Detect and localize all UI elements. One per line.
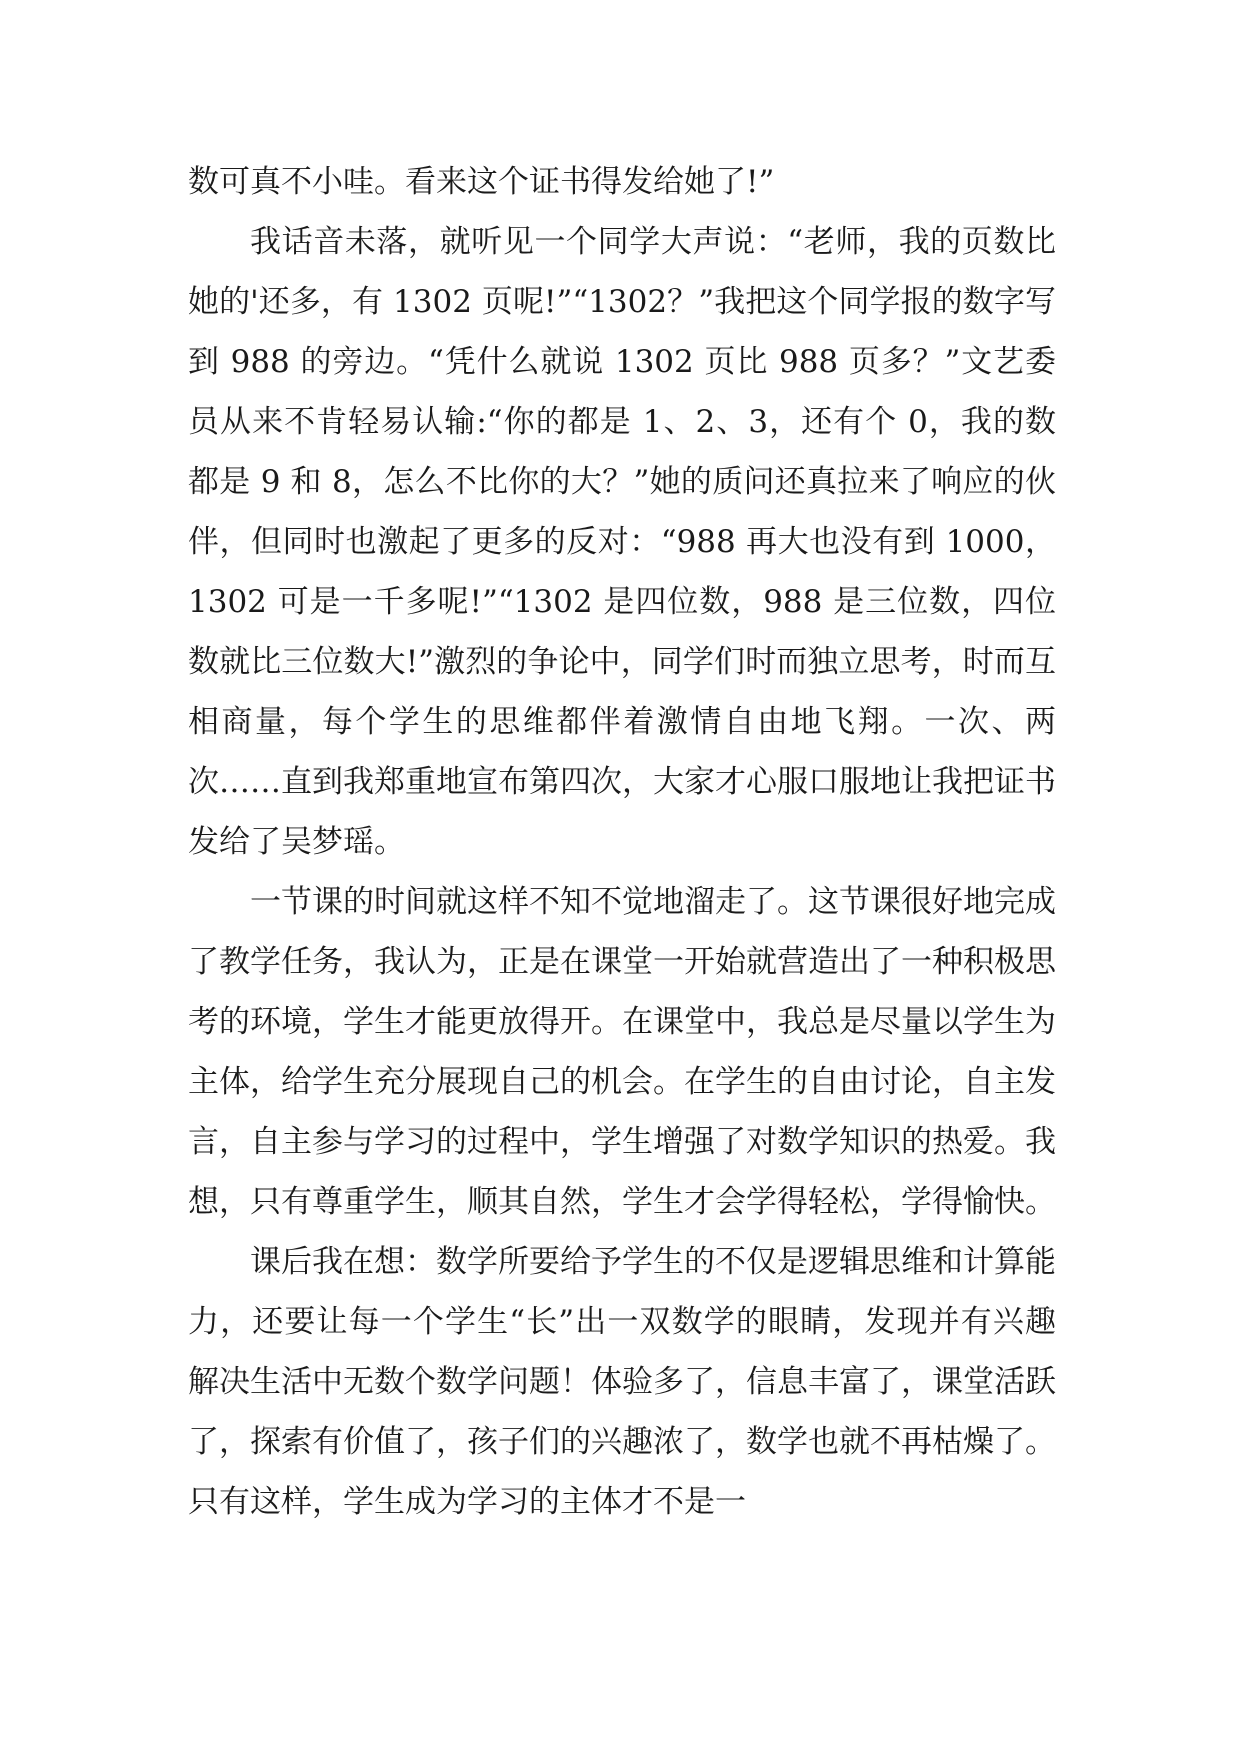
paragraph-debate: 我话音未落，就听见一个同学大声说：“老师，我的页数比她的'还多，有 1302 页呢!”“1302？”我把这个同学报的数字写到 988 的旁边。“凭什么就说 1302 页比 988 页多？”文艺委员从来不肯轻易认输:“你的都是 1、2、3，还有个 0，我的数都是 9 和 8，怎么不比你的大？”她的质问还真拉来了响应的伙伴，但同时也激起了更多的反对：“988 再大也没有到 1000，1302 可是一千多呢!”“1302 是四位数，988 是三位数，四位数就比三位数大!”激烈的争论中，同学们时而独立思考，时而互相商量，每个学生的思维都伴着激情自由地飞翔。一次、两次……直到我郑重地宣布第四次，大家才心服口服地让我把证书发给了吴梦瑶。	[188, 224, 1057, 860]
paragraph-reflection: 一节课的时间就这样不知不觉地溜走了。这节课很好地完成了教学任务，我认为，正是在课堂一开始就营造出了一种积极思考的环境，学生才能更放得开。在课堂中，我总是尽量以学生为主体，给学生充分展现自己的机会。在学生的自由讨论，自主发言，自主参与学习的过程中，学生增强了对数学知识的热爱。我想，只有尊重学生，顺其自然，学生才会学得轻松，学得愉快。	[188, 884, 1056, 1220]
paragraph-continuation: 数可真不小哇。看来这个证书得发给她了!”	[188, 164, 775, 200]
body-text	[188, 152, 1056, 1532]
paragraph-after-class: 课后我在想：数学所要给予学生的不仅是逻辑思维和计算能力，还要让每一个学生“长”出一双数学的眼睛，发现并有兴趣解决生活中无数个数学问题！体验多了，信息丰富了，课堂活跃了，探索有价值了，孩子们的兴趣浓了，数学也就不再枯燥了。只有这样，学生成为学习的主体才不是一	[188, 1244, 1056, 1520]
